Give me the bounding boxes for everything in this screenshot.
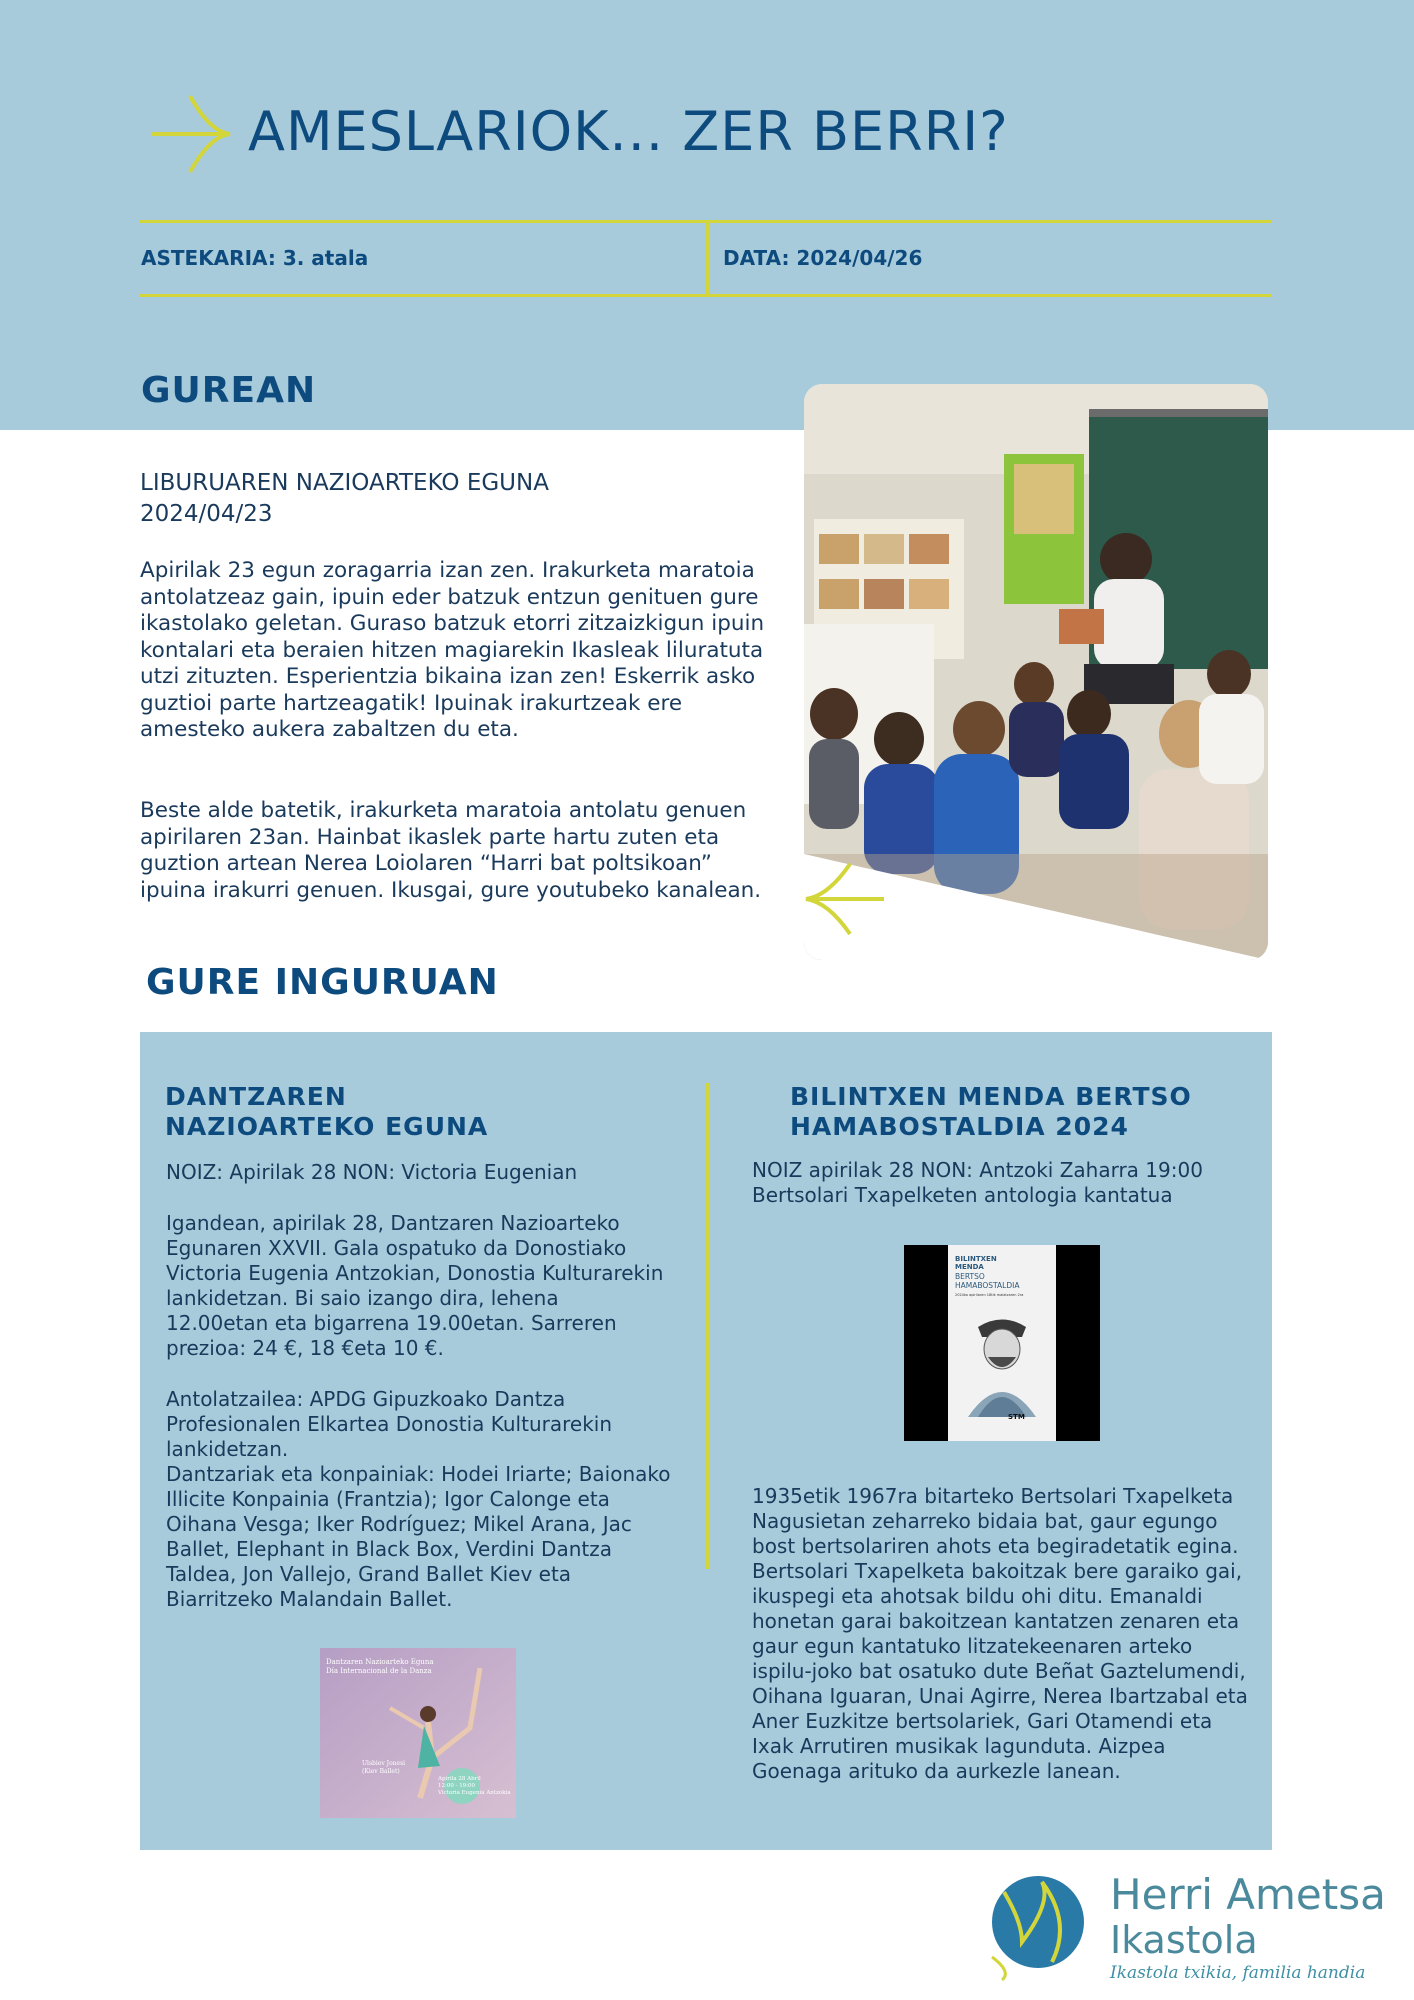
date-label: DATA: 2024/04/26 <box>723 246 923 270</box>
poster-text: BERTSO <box>955 1272 985 1281</box>
poster-text: 2024ko apirilaren 18tik maiatzaren 2ra <box>955 1293 1024 1297</box>
dance-paragraph: Igandean, apirilak 28, Dantzaren Nazioarteko Egunaren XXVII. Gala ospatuko da Donostiako Victoria Eugenia Antzokian, Donostia Kulturarekin lankidetzan. Bi saio izango dira, lehena 12.00etan eta bigarrena 19.00etan. Sarreren prezioa: 24 €, 18 €eta 10 €. <box>166 1211 664 1360</box>
dance-heading-line: DANTZAREN <box>165 1082 347 1111</box>
poster-sponsor: STM <box>1008 1413 1025 1421</box>
dance-event-heading <box>165 1082 488 1142</box>
logo-name: Herri Ametsa <box>1110 1870 1386 1919</box>
divider <box>706 222 709 294</box>
poster-text: Apirila 28 Abril <box>438 1776 481 1782</box>
poster-text: Ulsbiev Jonesi <box>362 1760 406 1767</box>
dance-heading-line: NAZIOARTEKO EGUNA <box>165 1112 489 1141</box>
dance-organizer: Antolatzailea: APDG Gipuzkoako Dantza Profesionalen Elkartea Donostia Kulturarekin lankidetzan. <box>166 1387 613 1461</box>
bertso-when-line: NOIZ apirilak 28 NON: Antzoki Zaharra 19:00 <box>752 1158 1203 1182</box>
dance-when-where: NOIZ: Apirilak 28 NON: Victoria Eugenian <box>166 1160 578 1184</box>
bertso-event-heading <box>790 1082 1192 1142</box>
bertso-subtitle: Bertsolari Txapelketen antologia kantatua <box>752 1183 1173 1207</box>
article-date: 2024/04/23 <box>140 501 273 527</box>
issue-label: ASTEKARIA: 3. atala <box>141 246 369 270</box>
bertso-when-where <box>752 1158 1252 1208</box>
article-subtitle-line: LIBURUAREN NAZIOARTEKO EGUNA <box>140 470 549 496</box>
arrow-right-icon <box>150 92 240 176</box>
poster-text: MENDA <box>955 1263 984 1271</box>
poster-text: Victoria Eugenia Antzokia <box>438 1790 511 1796</box>
poster-text: (Kiev Ballet) <box>362 1768 400 1775</box>
logo-subname: Ikastola <box>1110 1918 1258 1962</box>
section-heading-gure-inguruan: GURE INGURUAN <box>146 962 499 1003</box>
section-heading-gurean: GUREAN <box>141 370 317 411</box>
bertso-poster <box>904 1245 1100 1441</box>
bertso-paragraph: 1935etik 1967ra bitarteko Bertsolari Txapelketa Nagusietan zeharreko bidaia bat, gaur egungo bost bertsolariren ahots eta begiradetatik egina. Bertsolari Txapelketa bakoitzak bere garaiko gai, ikuspegi eta ahotsak bildu ohi ditu. Emanaldi honetan garai bakoitzean kantatzen zenaren eta gaur egun kantatuko litzatekeenaren arteko ispilu-joko bat osatuko dute Beñat Gaztelumendi, Oihana Iguaran, Unai Agirre, Nerea Ibartzabal eta Aner Euzkitze bertsolariek, Gari Otamendi eta Ixak Arrutiren musikak lagunduta. Aizpea Goenaga arituko da aurkezle lanean. <box>752 1484 1248 1783</box>
header-band <box>0 0 1414 430</box>
classroom-photo <box>804 384 1268 960</box>
dance-poster <box>320 1648 516 1818</box>
article-subtitle <box>140 468 549 530</box>
ikastola-logo-icon <box>982 1862 1102 1982</box>
dance-companies: Dantzariak eta konpainiak: Hodei Iriarte; Baionako Illicite Konpainia (Frantzia); Igor Calonge eta Oihana Vesga; Iker Rodríguez; Mikel Arana, Jac Ballet, Elephant in Black Box, Verdini Dantza Taldea, Jon Vallejo, Grand Ballet Kiev eta Biarritzeko Malandain Ballet. <box>166 1462 671 1611</box>
divider <box>140 294 1272 297</box>
page-title: AMESLARIOK... ZER BERRI? <box>248 100 1009 163</box>
article-paragraph: Beste alde batetik, irakurketa maratoia antolatu genuen apirilaren 23an. Hainbat ikaslek parte hartu zuten eta guztion artean Nerea Loiolaren “Harri bat poltsikoan” ipuina irakurri genuen. Ikusgai, gure youtubeko kanalean. <box>140 798 762 903</box>
bertso-heading-line: BILINTXEN MENDA BERTSO <box>790 1082 1192 1111</box>
poster-text: Día Internacional de la Danza <box>326 1667 432 1675</box>
poster-text: BILINTXEN <box>955 1255 997 1263</box>
column-divider <box>706 1083 709 1569</box>
portrait-illustration <box>948 1307 1056 1417</box>
bertso-heading-line: HAMABOSTALDIA 2024 <box>790 1112 1129 1141</box>
poster-text: HAMABOSTALDIA <box>955 1281 1020 1290</box>
poster-text: 12:00 - 19:00 <box>438 1783 476 1789</box>
poster-text: Dantzaren Nazioarteko Eguna <box>326 1658 434 1666</box>
article-paragraph: Apirilak 23 egun zoragarria izan zen. Irakurketa maratoia antolatzeaz gain, ipuin eder batzuk entzun genituen gure ikastolako geletan. Guraso batzuk etorri zitzaizkigun ipuin kontalari eta beraien hitzen magiarekin Ikasleak liluratuta utzi zituzten. Esperientzia bikaina izan zen! Eskerrik asko guztioi parte hartzeagatik! Ipuinak irakurtzeak ere amesteko aukera zabaltzen du eta. <box>140 558 765 742</box>
logo-tagline: Ikastola txikia, familia handia <box>1110 1963 1366 1983</box>
